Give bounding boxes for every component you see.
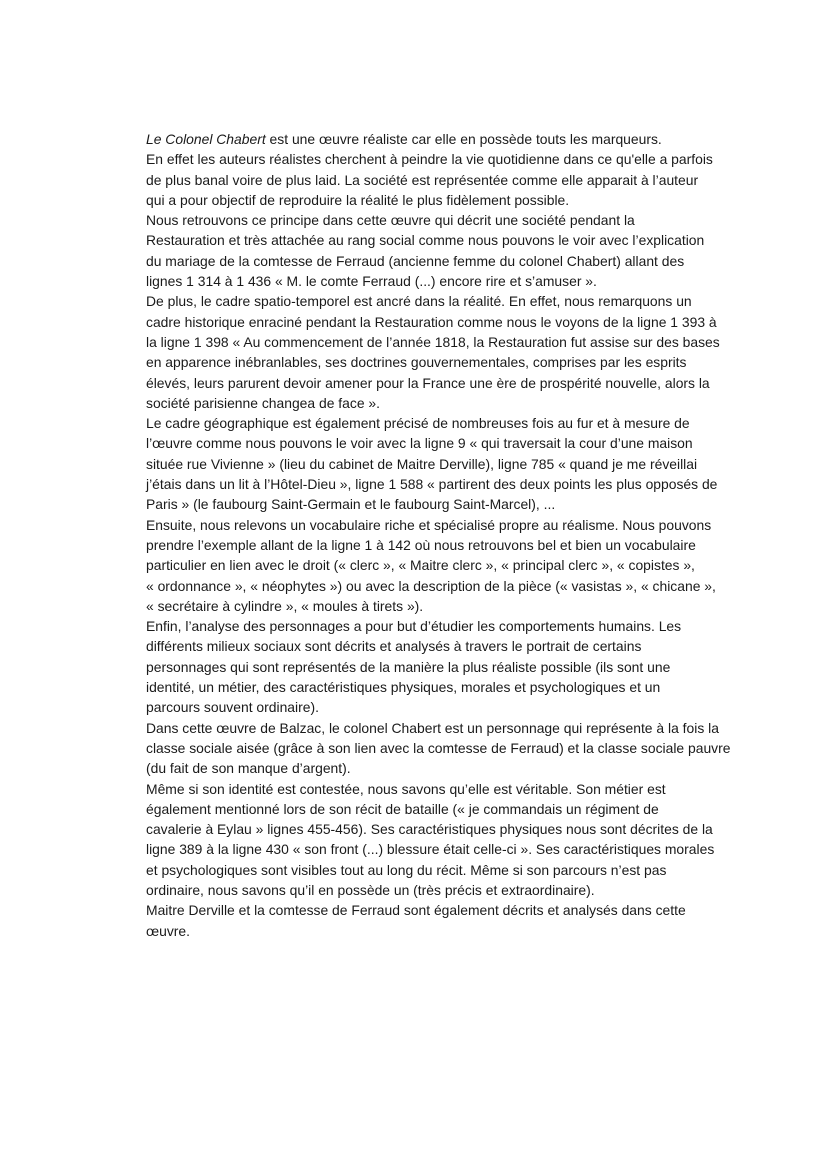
text-line: Maitre Derville et la comtesse de Ferraud sont également décrits et analysés dans cette — [146, 902, 686, 919]
text-line: Même si son identité est contestée, nous savons qu’elle est véritable. Son métier est — [146, 780, 666, 797]
text-line: œuvre. — [146, 922, 190, 939]
text-line: lignes 1 314 à 1 436 « M. le comte Ferraud (...) encore rire et s’amuser ». — [146, 273, 597, 290]
text-line: classe sociale aisée (grâce à son lien avec la comtesse de Ferraud) et la classe sociale pauvre — [146, 739, 731, 756]
text-line: « secrétaire à cylindre », « moules à tirets »). — [146, 597, 424, 614]
text-line: élevés, leurs parurent devoir amener pour la France une ère de prospérité nouvelle, alors la — [146, 374, 710, 391]
text-segment: est une œuvre réaliste car elle en possède touts les marqueurs. — [265, 131, 662, 147]
text-line: cavalerie à Eylau » lignes 455-456). Ses caractéristiques physiques nous sont décrites de la — [146, 821, 713, 838]
text-line: l’œuvre comme nous pouvons le voir avec la ligne 9 « qui traversait la cour d’une maison — [146, 435, 693, 452]
text-line: située rue Vivienne » (lieu du cabinet de Maitre Derville), ligne 785 « quand je me réveillai — [146, 455, 698, 472]
text-line: particulier en lien avec le droit (« clerc », « Maitre clerc », « principal clerc », « copistes », — [146, 557, 695, 574]
text-line: également mentionné lors de son récit de bataille (« je commandais un régiment de — [146, 800, 659, 817]
essay-text — [146, 129, 736, 941]
text-line: ordinaire, nous savons qu’il en possède un (très précis et extraordinaire). — [146, 881, 595, 898]
text-line: « ordonnance », « néophytes ») ou avec la description de la pièce (« vasistas », « chicane », — [146, 577, 716, 594]
text-line: de plus banal voire de plus laid. La société est représentée comme elle apparait à l’auteur — [146, 171, 699, 188]
text-line: et psychologiques sont visibles tout au long du récit. Même si son parcours n’est pas — [146, 861, 667, 878]
text-line: prendre l’exemple allant de la ligne 1 à 142 où nous retrouvons bel et bien un vocabulaire — [146, 536, 696, 553]
text-line: parcours souvent ordinaire). — [146, 699, 319, 716]
text-line: personnages qui sont représentés de la manière la plus réaliste possible (ils sont une — [146, 658, 671, 675]
text-line: Ensuite, nous relevons un vocabulaire riche et spécialisé propre au réalisme. Nous pouvons — [146, 516, 712, 533]
text-line: En effet les auteurs réalistes cherchent à peindre la vie quotidienne dans ce qu'elle a parfois — [146, 151, 713, 168]
text-line: De plus, le cadre spatio-temporel est ancré dans la réalité. En effet, nous remarquons un — [146, 293, 692, 310]
text-line: qui a pour objectif de reproduire la réalité le plus fidèlement possible. — [146, 191, 570, 208]
text-line: Le cadre géographique est également précisé de nombreuses fois au fur et à mesure de — [146, 415, 690, 432]
text-line: identité, un métier, des caractéristiques physiques, morales et psychologiques et un — [146, 679, 661, 696]
text-line: Enfin, l’analyse des personnages a pour but d’étudier les comportements humains. Les — [146, 618, 682, 635]
text-line: cadre historique enraciné pendant la Restauration comme nous le voyons de la ligne 1 393 à — [146, 313, 717, 330]
text-line: en apparence inébranlables, ses doctrines gouvernementales, comprises par les esprits — [146, 354, 687, 371]
text-line: société parisienne changea de face ». — [146, 394, 380, 411]
text-line: Dans cette œuvre de Balzac, le colonel Chabert est un personnage qui représente à la fois la — [146, 719, 719, 736]
text-line: du mariage de la comtesse de Ferraud (ancienne femme du colonel Chabert) allant des — [146, 252, 685, 269]
text-line: Restauration et très attachée au rang social comme nous pouvons le voir avec l’explication — [146, 232, 705, 249]
text-line: Paris » (le faubourg Saint-Germain et le faubourg Saint-Marcel), ... — [146, 496, 556, 513]
text-line: différents milieux sociaux sont décrits et analysés à travers le portrait de certains — [146, 638, 642, 655]
text-line: (du fait de son manque d’argent). — [146, 760, 351, 777]
text-line: Nous retrouvons ce principe dans cette œuvre qui décrit une société pendant la — [146, 212, 635, 229]
book-title: Le Colonel Chabert — [146, 131, 266, 147]
text-line: ligne 389 à la ligne 430 « son front (...) blessure était celle-ci ». Ses caractéristiques morales — [146, 841, 715, 858]
text-line — [146, 129, 736, 149]
text-line: j’étais dans un lit à l’Hôtel-Dieu », ligne 1 588 « partirent des deux points les plus opposés de — [146, 476, 718, 493]
text-line: la ligne 1 398 « Au commencement de l’année 1818, la Restauration fut assise sur des bases — [146, 333, 720, 350]
